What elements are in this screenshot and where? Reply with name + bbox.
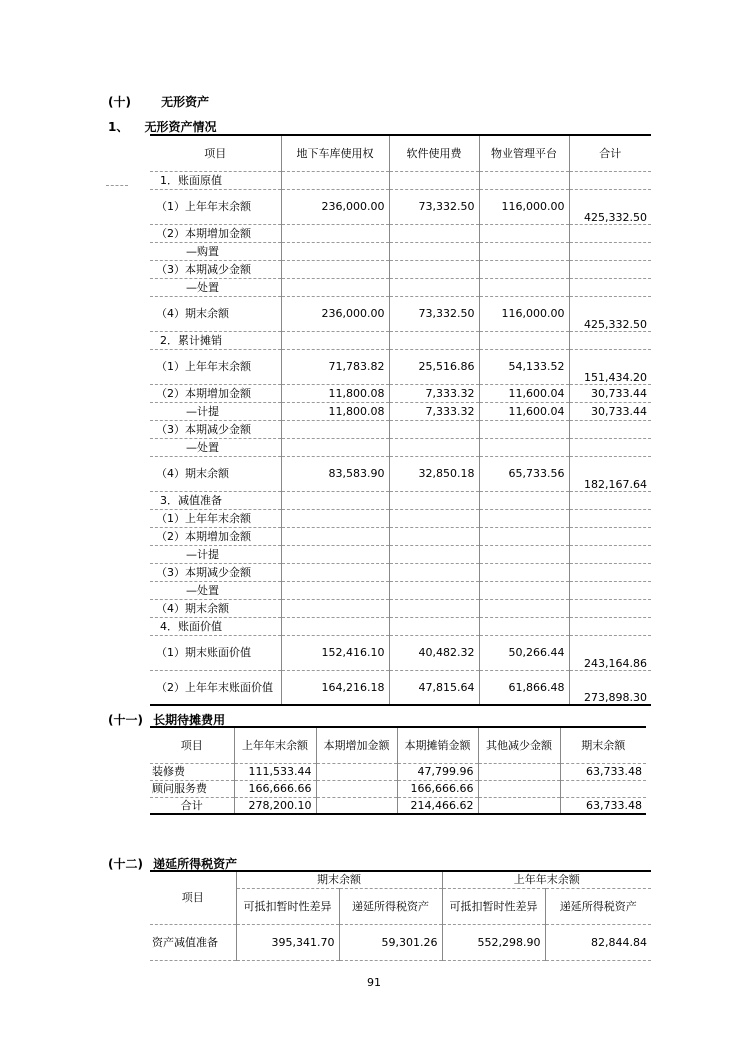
column-header: 软件使用费: [389, 135, 479, 171]
cell-value: [389, 420, 479, 438]
cell-value: [281, 260, 389, 278]
section-11-number: (十一): [108, 713, 143, 727]
cell-value: [281, 509, 389, 527]
cell-value: [281, 581, 389, 599]
cell-value: 425,332.50: [569, 189, 651, 224]
cell-value: [479, 438, 569, 456]
row-label: —处置: [150, 438, 281, 456]
column-header: 本期增加金额: [316, 727, 397, 763]
table-row: [150, 296, 651, 331]
cell-value: 152,416.10: [281, 635, 389, 670]
cell-value: [389, 331, 479, 349]
cell-value: 30,733.44: [569, 402, 651, 420]
table-row: [150, 924, 651, 960]
cell-value: [389, 171, 479, 189]
column-header: 本期摊销金额: [397, 727, 478, 763]
cell-value: 73,332.50: [389, 296, 479, 331]
cell-value: [479, 242, 569, 260]
cell-value: 116,000.00: [479, 189, 569, 224]
cell-value: 425,332.50: [569, 296, 651, 331]
margin-dash: [106, 185, 128, 186]
cell-value: [479, 599, 569, 617]
table-row: [150, 599, 651, 617]
cell-value: 30,733.44: [569, 384, 651, 402]
table-header-row: [150, 135, 651, 171]
row-label: （3）本期减少金额: [150, 260, 281, 278]
cell-value: 59,301.26: [339, 924, 442, 960]
cell-value: 63,733.48: [560, 797, 646, 814]
table-row: [150, 617, 651, 635]
table-row: [150, 438, 651, 456]
cell-value: [281, 563, 389, 581]
cell-value: [478, 763, 560, 780]
cell-value: [281, 545, 389, 563]
cell-value: 11,800.08: [281, 384, 389, 402]
column-header: 可抵扣暂时性差异: [236, 888, 339, 924]
cell-value: [389, 509, 479, 527]
group-header: 期末余额: [236, 871, 442, 888]
row-label: （1）上年年末余额: [150, 349, 281, 384]
table-row: [150, 331, 651, 349]
row-label: 1．账面原值: [150, 171, 281, 189]
cell-value: [479, 527, 569, 545]
cell-value: 54,133.52: [479, 349, 569, 384]
table-row: [150, 189, 651, 224]
group-header: 上年年末余额: [442, 871, 651, 888]
row-label: （4）期末余额: [150, 296, 281, 331]
cell-value: [479, 171, 569, 189]
cell-value: 71,783.82: [281, 349, 389, 384]
cell-value: [479, 617, 569, 635]
section-10-heading: [108, 93, 209, 110]
cell-value: 11,600.04: [479, 384, 569, 402]
cell-value: 236,000.00: [281, 189, 389, 224]
table-row: [150, 384, 651, 402]
cell-value: [569, 599, 651, 617]
column-header: 可抵扣暂时性差异: [442, 888, 545, 924]
table-row: [150, 763, 646, 780]
cell-value: [281, 599, 389, 617]
cell-value: [316, 780, 397, 797]
cell-value: 40,482.32: [389, 635, 479, 670]
table-row: [150, 278, 651, 296]
table-row: [150, 402, 651, 420]
cell-value: 273,898.30: [569, 670, 651, 705]
table-row: [150, 491, 651, 509]
table-row: [150, 224, 651, 242]
row-label: （1）上年年末余额: [150, 509, 281, 527]
cell-value: 243,164.86: [569, 635, 651, 670]
cell-value: 25,516.86: [389, 349, 479, 384]
row-label: —计提: [150, 402, 281, 420]
cell-value: 164,216.18: [281, 670, 389, 705]
cell-value: [281, 171, 389, 189]
cell-value: 166,666.66: [234, 780, 316, 797]
long-term-deferred-expenses-table: [150, 726, 646, 815]
cell-value: 82,844.84: [545, 924, 651, 960]
cell-value: [569, 509, 651, 527]
cell-value: [281, 491, 389, 509]
cell-value: [479, 278, 569, 296]
cell-value: 65,733.56: [479, 456, 569, 491]
row-label: 合计: [150, 797, 234, 814]
column-header: 地下车库使用权: [281, 135, 389, 171]
cell-value: [389, 581, 479, 599]
section-10-number: (十): [108, 95, 131, 109]
cell-value: [479, 509, 569, 527]
cell-value: 166,666.66: [397, 780, 478, 797]
cell-value: [569, 581, 651, 599]
table-row: [150, 670, 651, 705]
cell-value: 151,434.20: [569, 349, 651, 384]
row-label: 2．累计摊销: [150, 331, 281, 349]
cell-value: [479, 491, 569, 509]
column-header: 合计: [569, 135, 651, 171]
section-11-title: 长期待摊费用: [153, 713, 226, 727]
cell-value: 61,866.48: [479, 670, 569, 705]
cell-value: [569, 331, 651, 349]
row-label: 4．账面价值: [150, 617, 281, 635]
row-label: 顾问服务费: [150, 780, 234, 797]
column-header: 其他减少金额: [478, 727, 560, 763]
subsection-1-title: 无形资产情况: [144, 120, 217, 134]
table-row: [150, 545, 651, 563]
cell-value: [479, 260, 569, 278]
cell-value: 47,799.96: [397, 763, 478, 780]
row-label: （2）本期增加金额: [150, 384, 281, 402]
cell-value: [389, 599, 479, 617]
cell-value: [479, 563, 569, 581]
cell-value: [478, 780, 560, 797]
cell-value: [569, 563, 651, 581]
table-row: [150, 563, 651, 581]
row-label: 3．减值准备: [150, 491, 281, 509]
cell-value: [316, 763, 397, 780]
row-label: （1）上年年末余额: [150, 189, 281, 224]
row-label: （3）本期减少金额: [150, 563, 281, 581]
cell-value: [569, 527, 651, 545]
cell-value: [281, 224, 389, 242]
cell-value: [281, 617, 389, 635]
cell-value: [479, 545, 569, 563]
subsection-1-heading: [108, 118, 217, 135]
page-number: 91: [367, 976, 381, 989]
cell-value: [281, 278, 389, 296]
row-label: （4）期末余额: [150, 599, 281, 617]
row-label: —处置: [150, 581, 281, 599]
section-10-title: 无形资产: [161, 95, 210, 109]
cell-value: [281, 242, 389, 260]
table-row: [150, 171, 651, 189]
cell-value: [389, 545, 479, 563]
cell-value: [389, 224, 479, 242]
column-header: 期末余额: [560, 727, 646, 763]
cell-value: [569, 171, 651, 189]
cell-value: [281, 420, 389, 438]
cell-value: [316, 797, 397, 814]
cell-value: 50,266.44: [479, 635, 569, 670]
row-label: （2）上年年末账面价值: [150, 670, 281, 705]
cell-value: [569, 617, 651, 635]
row-label: 装修费: [150, 763, 234, 780]
cell-value: [479, 331, 569, 349]
column-header: 递延所得税资产: [545, 888, 651, 924]
table-row: [150, 456, 651, 491]
cell-value: 236,000.00: [281, 296, 389, 331]
table-row: [150, 242, 651, 260]
section-12-number: (十二): [108, 857, 143, 871]
cell-value: [479, 581, 569, 599]
cell-value: 214,466.62: [397, 797, 478, 814]
cell-value: 116,000.00: [479, 296, 569, 331]
column-header: 项目: [150, 871, 236, 924]
cell-value: [389, 491, 479, 509]
row-label: —购置: [150, 242, 281, 260]
cell-value: [569, 491, 651, 509]
table-row: [150, 260, 651, 278]
table-row: [150, 349, 651, 384]
cell-value: [479, 224, 569, 242]
cell-value: [569, 224, 651, 242]
subsection-1-number: 1、: [108, 120, 129, 134]
table-row: [150, 509, 651, 527]
cell-value: [281, 331, 389, 349]
cell-value: [569, 260, 651, 278]
intangible-assets-table: [150, 134, 651, 706]
table-row: [150, 780, 646, 797]
cell-value: [281, 438, 389, 456]
column-header: 递延所得税资产: [339, 888, 442, 924]
deferred-tax-assets-table: [150, 870, 651, 961]
table-row: [150, 420, 651, 438]
row-label: （4）期末余额: [150, 456, 281, 491]
cell-value: [478, 797, 560, 814]
table-row: [150, 797, 646, 814]
cell-value: [389, 242, 479, 260]
cell-value: 182,167.64: [569, 456, 651, 491]
column-header: 物业管理平台: [479, 135, 569, 171]
cell-value: [389, 260, 479, 278]
cell-value: [569, 278, 651, 296]
row-label: （2）本期增加金额: [150, 224, 281, 242]
cell-value: 7,333.32: [389, 402, 479, 420]
cell-value: [560, 780, 646, 797]
cell-value: 73,332.50: [389, 189, 479, 224]
cell-value: 11,600.04: [479, 402, 569, 420]
cell-value: [569, 420, 651, 438]
cell-value: 11,800.08: [281, 402, 389, 420]
cell-value: [281, 527, 389, 545]
cell-value: [389, 617, 479, 635]
cell-value: [569, 545, 651, 563]
table-header-row: [150, 727, 646, 763]
row-label: —计提: [150, 545, 281, 563]
column-header: 项目: [150, 135, 281, 171]
cell-value: 47,815.64: [389, 670, 479, 705]
cell-value: [389, 563, 479, 581]
cell-value: 111,533.44: [234, 763, 316, 780]
row-label: （3）本期减少金额: [150, 420, 281, 438]
cell-value: [389, 278, 479, 296]
row-label: 资产减值准备: [150, 924, 236, 960]
section-12-title: 递延所得税资产: [153, 857, 238, 871]
cell-value: [569, 438, 651, 456]
table-group-header-row: [150, 871, 651, 888]
cell-value: [479, 420, 569, 438]
row-label: （1）期末账面价值: [150, 635, 281, 670]
cell-value: 32,850.18: [389, 456, 479, 491]
cell-value: 7,333.32: [389, 384, 479, 402]
cell-value: 278,200.10: [234, 797, 316, 814]
cell-value: [389, 527, 479, 545]
cell-value: [569, 242, 651, 260]
cell-value: 395,341.70: [236, 924, 339, 960]
table-row: [150, 635, 651, 670]
column-header: 上年年末余额: [234, 727, 316, 763]
row-label: —处置: [150, 278, 281, 296]
cell-value: [389, 438, 479, 456]
table-row: [150, 581, 651, 599]
table-row: [150, 527, 651, 545]
column-header: 项目: [150, 727, 234, 763]
cell-value: 83,583.90: [281, 456, 389, 491]
row-label: （2）本期增加金额: [150, 527, 281, 545]
cell-value: 63,733.48: [560, 763, 646, 780]
cell-value: 552,298.90: [442, 924, 545, 960]
